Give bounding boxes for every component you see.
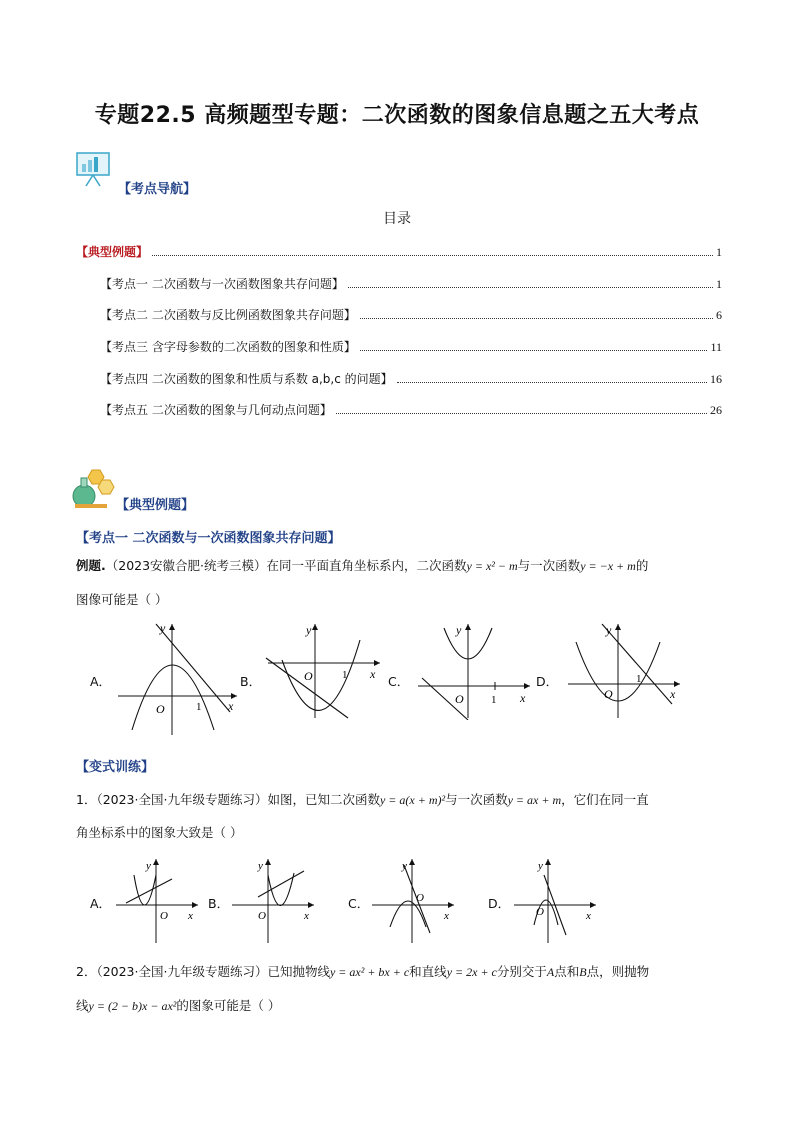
axis-y-label: y [538,860,543,872]
axis-y-label: y [402,860,407,872]
variants-heading: 【变式训练】 [76,760,155,775]
origin-label: O [604,687,613,701]
question-text: 的图象可能是（ ） [176,998,281,1013]
origin-label: O [160,910,168,922]
option-label[interactable]: D． [488,896,511,911]
equation: y = a(x + m)² [379,793,446,807]
equation: y = −x + m [580,559,636,573]
question-text: 和直线 [409,964,447,979]
example-line-2: 图像可能是（ ） [76,592,168,607]
axis-x-label: x [520,691,526,705]
question-1-line-1 [76,790,722,810]
example-text: 的 [635,558,649,573]
axis-x-label: x [228,699,234,713]
question-text: ，它们在同一直 [561,792,649,807]
option-label[interactable]: C． [348,896,370,911]
graph-q1-option-c[interactable] [368,855,458,945]
toc-label: 【考点五 二次函数的图象与几何动点问题】 [100,403,332,417]
axis-x-label: x [670,687,676,701]
question-text: 与一次函数 [445,792,508,807]
axis-y-label: y [306,623,312,637]
toc-page: 1 [716,245,722,259]
example-text: （2023安徽合肥·统考三模）在同一平面直角坐标系内，二次函数 [105,558,467,573]
toc-leader [397,382,707,383]
toc-label: 【典型例题】 [76,245,149,259]
toc-leader [348,287,713,288]
option-label[interactable]: D． [536,674,559,689]
toc-page: 6 [716,308,722,322]
section-heading: 【典型例题】 [116,498,195,513]
toc-label: 【考点一 二次函数与一次函数图象共存问题】 [100,277,344,291]
equation: y = ax² + bx + c [329,965,410,979]
question-text: 线 [76,998,89,1013]
toc-label: 【考点二 二次函数与反比例函数图象共存问题】 [100,308,356,322]
origin-label: O [536,906,544,918]
origin-label: O [304,669,313,683]
nav-heading: 【考点导航】 [118,182,197,197]
question-text: 分别交于 [496,964,547,979]
axis-x-label: x [586,910,591,922]
axis-y-label: y [146,860,151,872]
graph-q1-option-b[interactable] [228,855,318,945]
toc-page: 11 [710,340,722,354]
toc-leader [336,413,707,414]
tick-one-label: 1 [342,669,348,681]
option-label[interactable]: B． [240,674,262,689]
topic-heading: 【考点一 二次函数与一次函数图象共存问题】 [76,531,341,546]
example-text: 与一次函数 [517,558,581,573]
page-title: 专题22.5 高频题型专题：二次函数的图象信息题之五大考点 [94,103,700,128]
point-label: A [546,965,555,979]
toc-row[interactable] [100,306,722,323]
graph-q1-option-a[interactable] [112,855,202,945]
example-line-1 [76,556,722,576]
question-text: 2．（2023·全国·九年级专题练习）已知抛物线 [76,964,330,979]
toc-label: 【考点四 二次函数的图象和性质与系数 a,b,c 的问题】 [100,372,393,386]
graph-option-b[interactable] [260,620,385,720]
toc-page: 26 [710,403,722,417]
question-text: 1．（2023·全国·九年级专题练习）如图，已知二次函数 [76,792,380,807]
axis-x-label: x [304,910,309,922]
option-label[interactable]: A． [90,896,112,911]
axis-x-label: x [444,910,449,922]
toc-page: 16 [710,372,722,386]
question-2-line-2 [76,996,280,1016]
toc-leader [360,350,708,351]
axis-y-label: y [258,860,263,872]
tick-one-label: 1 [491,694,497,706]
toc-label: 【考点三 含字母参数的二次函数的图象和性质】 [100,340,356,354]
axis-x-label: x [370,667,376,681]
graph-option-a[interactable] [112,620,242,738]
tick-one-label: 1 [636,673,642,685]
equation: y = ax + m [507,793,562,807]
toc-row[interactable] [100,401,722,418]
origin-label: O [258,910,266,922]
graph-option-d[interactable] [560,620,685,720]
equation: y = x² − m [466,559,518,573]
tick-one-label: 1 [196,701,202,713]
toc-leader [152,255,713,256]
option-label[interactable]: C． [388,674,410,689]
origin-label: O [156,702,165,716]
axis-y-label: y [606,623,612,637]
origin-label: O [416,892,424,904]
point-label: B [579,965,587,979]
example-lead: 例题. [76,558,106,573]
question-1-line-2: 角坐标系中的图象大致是（ ） [76,825,243,840]
flask-icon [70,468,116,510]
origin-label: O [455,692,464,706]
toc-row[interactable] [100,338,722,355]
option-label[interactable]: A． [90,674,112,689]
question-text: 点和 [554,964,580,979]
equation: y = (2 − b)x − ax² [88,999,177,1013]
axis-x-label: x [188,910,193,922]
toc-row[interactable] [100,275,722,292]
question-text: 点，则抛物 [586,964,650,979]
equation: y = 2x + c [446,965,497,979]
toc-page: 1 [716,277,722,291]
question-2-line-1 [76,962,726,982]
toc-title: 目录 [383,211,411,227]
axis-y-label: y [160,621,166,635]
presentation-board-icon [74,150,114,188]
toc-leader [360,318,713,319]
toc-row[interactable] [76,243,722,260]
toc-row[interactable] [100,370,722,387]
graph-q1-option-d[interactable] [510,855,600,945]
graph-option-c[interactable] [410,620,535,720]
option-label[interactable]: B． [208,896,230,911]
axis-y-label: y [456,623,462,637]
